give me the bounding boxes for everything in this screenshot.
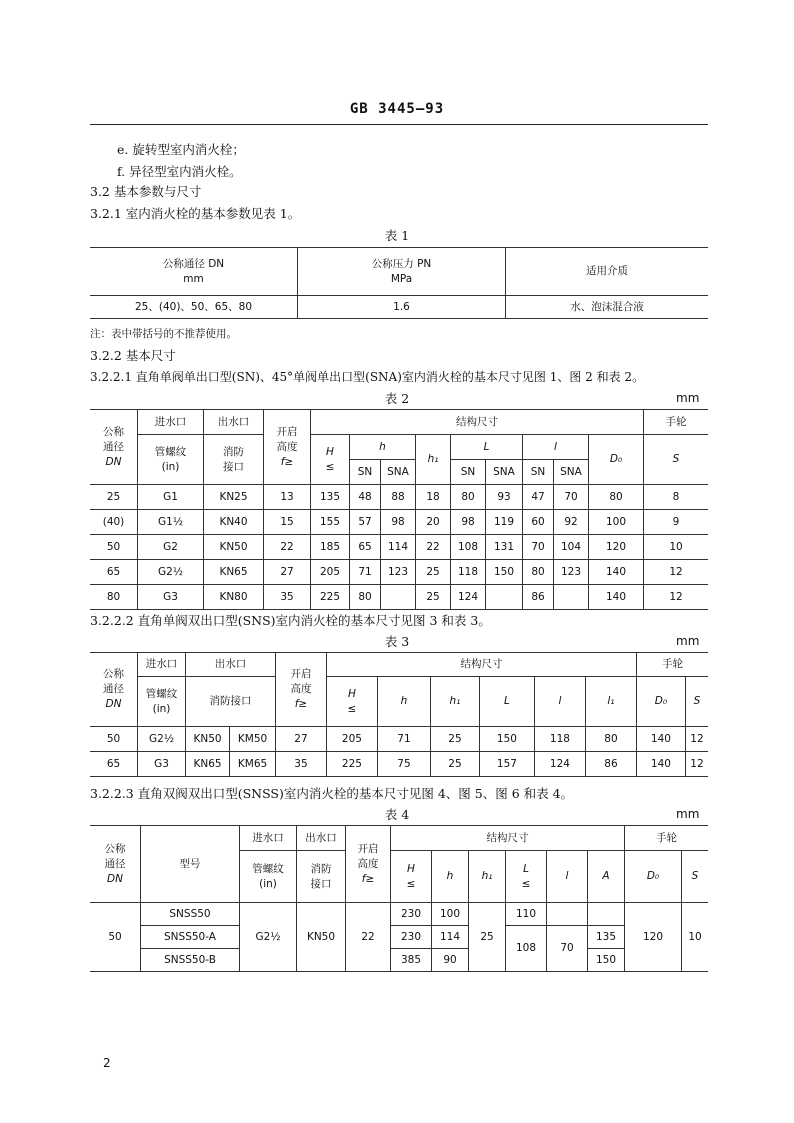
table4-D0-header: D₀	[625, 851, 682, 903]
table-row	[90, 485, 708, 510]
table1-cell: 1.6	[298, 296, 506, 319]
table2-wheel-header: 手轮	[644, 410, 709, 435]
table-cell: 65	[90, 752, 138, 777]
table3-struct-header: 结构尺寸	[326, 653, 636, 677]
table4-dn-header: 公称 通径 DN	[90, 826, 141, 903]
table-cell: KN40	[204, 510, 264, 535]
table4-cell-A-empty	[588, 903, 625, 926]
table3-S-header: S	[685, 677, 708, 727]
table-cell: 118	[534, 727, 585, 752]
table-cell	[554, 585, 589, 610]
table-cell: 12	[685, 727, 708, 752]
table-cell: 9	[644, 510, 709, 535]
table2-inlet-header: 进水口	[138, 410, 204, 435]
table2-S-header: S	[644, 435, 709, 485]
table-row	[90, 752, 708, 777]
table-cell: G2½	[138, 560, 204, 585]
table2-h1-header: h₁	[416, 435, 451, 485]
table4-cell-l-empty	[547, 903, 588, 926]
table-cell: 18	[416, 485, 451, 510]
table-cell: 12	[644, 585, 709, 610]
table-cell: 120	[589, 535, 644, 560]
table4-l-header: l	[547, 851, 588, 903]
table4-caption: 表 4	[384, 807, 410, 822]
table4-unit: mm	[676, 807, 700, 821]
table4-cell-h: 100	[432, 903, 469, 926]
table-cell: 86	[523, 585, 554, 610]
table-cell: 15	[264, 510, 311, 535]
table-cell	[486, 585, 523, 610]
table2-l-header: l	[523, 435, 589, 460]
table4-inlet-header: 进水口	[240, 826, 297, 851]
table-cell: 80	[350, 585, 381, 610]
table-cell: 225	[311, 585, 350, 610]
table-4	[90, 825, 708, 972]
table3-D0-header: D₀	[636, 677, 685, 727]
table-row	[90, 585, 708, 610]
table4-h1-header: h₁	[469, 851, 506, 903]
table4-cell-model: SNSS50	[141, 903, 240, 926]
table3-h1-header: h₁	[430, 677, 479, 727]
table3-open-header: 开启 高度 f≥	[275, 653, 326, 727]
table4-cell-D0: 120	[625, 903, 682, 972]
table-1	[90, 247, 708, 319]
table-cell: 108	[451, 535, 486, 560]
table4-cell-h1: 25	[469, 903, 506, 972]
table-cell: 150	[479, 727, 534, 752]
table-cell: 50	[90, 727, 138, 752]
table-cell: 10	[644, 535, 709, 560]
table4-cell-model: SNSS50-B	[141, 949, 240, 972]
table-cell: 98	[381, 510, 416, 535]
table-3	[90, 652, 708, 777]
table2-caption: 表 2	[384, 391, 410, 406]
table2-D0-header: D₀	[589, 435, 644, 485]
table2-sn-header: SN	[350, 460, 381, 485]
table3-H-header: H ≤	[326, 677, 377, 727]
table-cell: 131	[486, 535, 523, 560]
table-cell: 140	[589, 560, 644, 585]
table2-sn-header: SN	[523, 460, 554, 485]
table-cell: 12	[685, 752, 708, 777]
table-row	[90, 510, 708, 535]
section-3-2: 3.2 基本参数与尺寸	[90, 184, 202, 199]
table-cell: 80	[451, 485, 486, 510]
table-cell: 13	[264, 485, 311, 510]
table2-coupling-header: 消防 接口	[204, 435, 264, 485]
table3-wheel-header: 手轮	[636, 653, 708, 677]
table-row	[90, 560, 708, 585]
section-3-2-2-3: 3.2.2.3 直角双阀双出口型(SNSS)室内消火栓的基本尺寸见图 4、图 5、图 6 和表 4。	[90, 786, 574, 801]
table-cell: 119	[486, 510, 523, 535]
section-3-2-2: 3.2.2 基本尺寸	[90, 348, 176, 363]
table2-sn-header: SN	[451, 460, 486, 485]
table4-cell-open: 22	[346, 903, 391, 972]
table-cell: 71	[377, 727, 430, 752]
table-cell: 185	[311, 535, 350, 560]
table-cell: KN50	[186, 727, 230, 752]
table-row	[90, 727, 708, 752]
table-cell: (40)	[90, 510, 138, 535]
table-cell: 70	[523, 535, 554, 560]
table-cell: KN65	[204, 560, 264, 585]
table-cell: 25	[416, 560, 451, 585]
table-cell: 92	[554, 510, 589, 535]
table1-cell: 水、泡沫混合液	[506, 296, 709, 319]
table4-cell-A: 135	[588, 926, 625, 949]
table-cell: 155	[311, 510, 350, 535]
standard-number-header: GB 3445—93	[349, 101, 445, 117]
table-cell: 20	[416, 510, 451, 535]
table3-L-header: L	[479, 677, 534, 727]
table-cell: 25	[430, 752, 479, 777]
table4-cell-model: SNSS50-A	[141, 926, 240, 949]
table-cell: 135	[311, 485, 350, 510]
page-number: 2	[103, 1056, 111, 1070]
table-cell: 80	[523, 560, 554, 585]
table-cell: 123	[554, 560, 589, 585]
table4-H-header: H ≤	[391, 851, 432, 903]
table2-H-header: H ≤	[311, 435, 350, 485]
table-cell: G2	[138, 535, 204, 560]
table2-unit: mm	[676, 391, 700, 405]
table-cell: 140	[589, 585, 644, 610]
table3-unit: mm	[676, 634, 700, 648]
table3-caption: 表 3	[384, 634, 410, 649]
table4-cell-L: 108	[506, 926, 547, 972]
table-cell: G2½	[138, 727, 186, 752]
table4-L-header: L ≤	[506, 851, 547, 903]
table1-dn-header: 公称通径 DN mm	[90, 248, 298, 296]
table-cell: 48	[350, 485, 381, 510]
table-cell: 157	[479, 752, 534, 777]
list-item-f: f. 异径型室内消火栓。	[117, 164, 242, 179]
table-cell: KM50	[230, 727, 276, 752]
table-cell: KN65	[186, 752, 230, 777]
table-cell: 8	[644, 485, 709, 510]
table1-cell: 25、(40)、50、65、80	[90, 296, 298, 319]
section-3-2-2-1: 3.2.2.1 直角单阀单出口型(SN)、45°单阀单出口型(SNA)室内消火栓的基本尺寸见图 1、图 2 和表 2。	[90, 370, 645, 384]
table-cell: 124	[534, 752, 585, 777]
table4-cell-l: 70	[547, 926, 588, 972]
table-cell: 12	[644, 560, 709, 585]
table2-thread-header: 管螺纹 (in)	[138, 435, 204, 485]
table4-wheel-header: 手轮	[625, 826, 709, 851]
table1-pn-header: 公称压力 PN MPa	[298, 248, 506, 296]
table4-cell-h: 114	[432, 926, 469, 949]
table-cell: 86	[585, 752, 636, 777]
table4-cell-dn: 50	[90, 903, 141, 972]
table-cell: 140	[636, 752, 685, 777]
table4-cell-L: 110	[506, 903, 547, 926]
table-cell: 35	[275, 752, 326, 777]
table4-model-header: 型号	[141, 826, 240, 903]
table-cell: 50	[90, 535, 138, 560]
table-cell: 80	[589, 485, 644, 510]
table-cell: 75	[377, 752, 430, 777]
table-cell: G3	[138, 752, 186, 777]
table-cell: 93	[486, 485, 523, 510]
table-cell: 60	[523, 510, 554, 535]
table4-cell-S: 10	[682, 903, 709, 972]
table-cell: 88	[381, 485, 416, 510]
table-cell: 35	[264, 585, 311, 610]
table-cell: 27	[264, 560, 311, 585]
table4-struct-header: 结构尺寸	[391, 826, 625, 851]
table-cell: 140	[636, 727, 685, 752]
table-row	[90, 535, 708, 560]
section-3-2-2-2: 3.2.2.2 直角单阀双出口型(SNS)室内消火栓的基本尺寸见图 3 和表 3。	[90, 613, 491, 628]
table-cell: 25	[90, 485, 138, 510]
table2-outlet-header: 出水口	[204, 410, 264, 435]
table-cell: KN25	[204, 485, 264, 510]
table-cell: 57	[350, 510, 381, 535]
table-cell: 118	[451, 560, 486, 585]
table4-cell-h: 90	[432, 949, 469, 972]
table2-sna-header: SNA	[554, 460, 589, 485]
table-cell: 205	[326, 727, 377, 752]
table4-outlet-header: 出水口	[297, 826, 346, 851]
table-cell: 22	[264, 535, 311, 560]
table-cell: KN80	[204, 585, 264, 610]
table3-l1-header: l₁	[585, 677, 636, 727]
table3-h-header: h	[377, 677, 430, 727]
table-cell: 22	[416, 535, 451, 560]
table-cell: 25	[430, 727, 479, 752]
table-cell: G1½	[138, 510, 204, 535]
table-cell: 100	[589, 510, 644, 535]
table3-inlet-header: 进水口	[138, 653, 186, 677]
table-cell: KN50	[204, 535, 264, 560]
table-cell: 123	[381, 560, 416, 585]
table-cell: 71	[350, 560, 381, 585]
table-cell: 225	[326, 752, 377, 777]
table4-cell-outlet: KN50	[297, 903, 346, 972]
table4-open-header: 开启 高度 f≥	[346, 826, 391, 903]
table-cell: 150	[486, 560, 523, 585]
table4-S-header: S	[682, 851, 709, 903]
table4-cell-thread: G2½	[240, 903, 297, 972]
table4-cell-H: 230	[391, 926, 432, 949]
table-cell: 80	[585, 727, 636, 752]
table4-A-header: A	[588, 851, 625, 903]
table4-cell-H: 385	[391, 949, 432, 972]
table2-h-header: h	[350, 435, 416, 460]
table2-sna-header: SNA	[486, 460, 523, 485]
table-cell: 25	[416, 585, 451, 610]
table-cell: 27	[275, 727, 326, 752]
table2-dn-header: 公称 通径 DN	[90, 410, 138, 485]
table-cell: 47	[523, 485, 554, 510]
table2-sna-header: SNA	[381, 460, 416, 485]
table3-dn-header: 公称 通径 DN	[90, 653, 138, 727]
table1-medium-header: 适用介质	[506, 248, 709, 296]
table-2	[90, 409, 708, 610]
table-cell: 98	[451, 510, 486, 535]
table1-note: 注：表中带括号的不推荐使用。	[90, 328, 237, 340]
header-rule	[90, 124, 708, 125]
table4-cell-A: 150	[588, 949, 625, 972]
table-cell: KM65	[230, 752, 276, 777]
table-cell: G3	[138, 585, 204, 610]
list-item-e: e. 旋转型室内消火栓；	[117, 142, 245, 157]
table4-h-header: h	[432, 851, 469, 903]
table2-open-header: 开启 高度 f≥	[264, 410, 311, 485]
table2-L-header: L	[451, 435, 523, 460]
table-cell: 114	[381, 535, 416, 560]
table4-coupling-header: 消防 接口	[297, 851, 346, 903]
table3-l-header: l	[534, 677, 585, 727]
table-cell: 65	[350, 535, 381, 560]
table-cell: G1	[138, 485, 204, 510]
section-3-2-1: 3.2.1 室内消火栓的基本参数见表 1。	[90, 206, 301, 221]
table3-thread-header: 管螺纹 (in)	[138, 677, 186, 727]
table-cell: 205	[311, 560, 350, 585]
table-cell: 104	[554, 535, 589, 560]
table-cell: 124	[451, 585, 486, 610]
table3-coupling-header: 消防接口	[186, 677, 276, 727]
table-cell: 80	[90, 585, 138, 610]
table1-caption: 表 1	[384, 228, 410, 243]
table-cell: 65	[90, 560, 138, 585]
table3-outlet-header: 出水口	[186, 653, 276, 677]
table4-cell-H: 230	[391, 903, 432, 926]
table4-thread-header: 管螺纹 (in)	[240, 851, 297, 903]
table-cell	[381, 585, 416, 610]
table2-struct-header: 结构尺寸	[311, 410, 644, 435]
table-cell: 70	[554, 485, 589, 510]
